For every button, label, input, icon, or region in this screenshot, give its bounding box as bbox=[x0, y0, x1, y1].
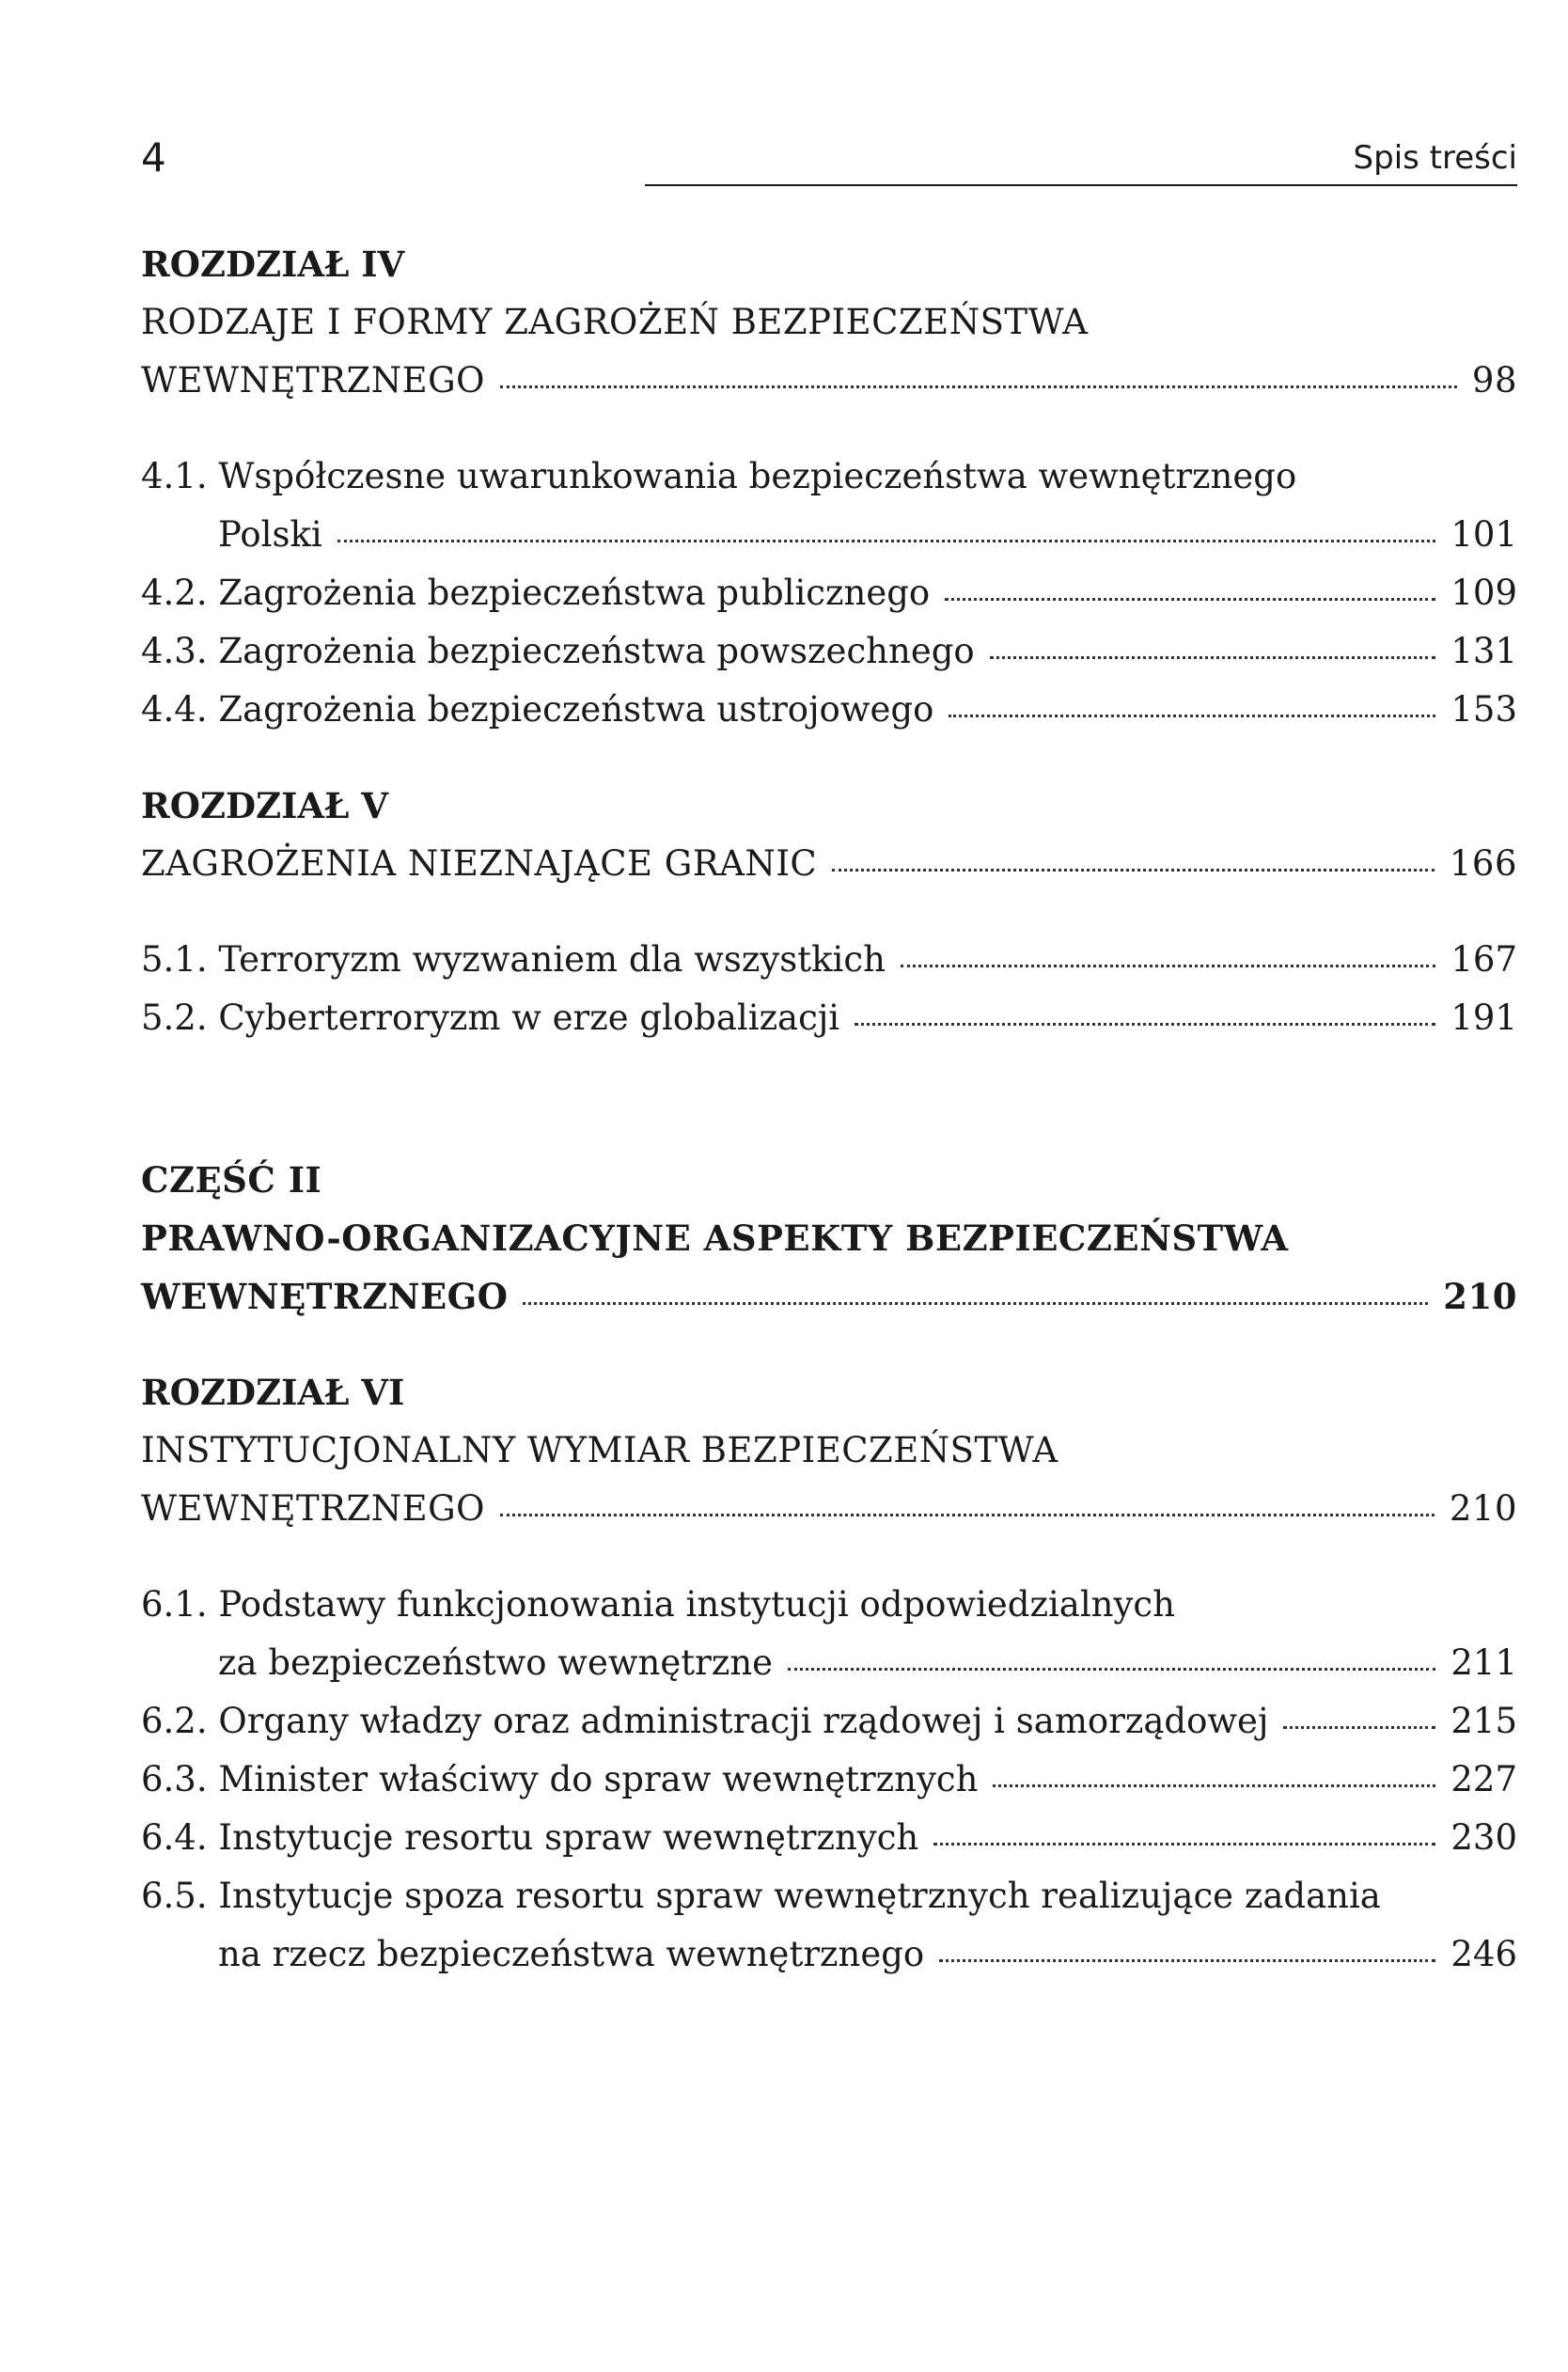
section-4-3-entry[interactable] bbox=[141, 622, 1517, 681]
section-label: 5.2. Cyberterroryzm w erze globalizacji bbox=[141, 997, 840, 1038]
dot-leader bbox=[500, 1514, 1435, 1516]
section-5-2-entry[interactable] bbox=[141, 989, 1517, 1047]
page-ref: 210 bbox=[1443, 1276, 1517, 1317]
section-label: 6.3. Minister właściwy do spraw wewnętrznych bbox=[141, 1759, 979, 1799]
chapter-4-title-entry[interactable] bbox=[141, 352, 1517, 410]
section-6-5-line2: na rzecz bezpieczeństwa wewnętrznego bbox=[218, 1934, 925, 1974]
page-ref: 191 bbox=[1450, 997, 1517, 1038]
section-5-1-entry[interactable] bbox=[141, 931, 1517, 989]
chapter-6-heading: ROZDZIAŁ VI bbox=[141, 1372, 405, 1413]
chapter-6-title-line2: WEWNĘTRZNEGO bbox=[141, 1488, 485, 1529]
chapter-6-title-entry[interactable] bbox=[141, 1480, 1517, 1538]
section-label: 4.4. Zagrożenia bezpieczeństwa ustrojowego bbox=[141, 689, 934, 730]
page-ref: 131 bbox=[1450, 631, 1517, 671]
part-2-title-line2: WEWNĘTRZNEGO bbox=[141, 1276, 509, 1317]
chapter-6-title-line1: INSTYTUCJONALNY WYMIAR BEZPIECZEŃSTWA bbox=[141, 1430, 1058, 1470]
section-6-1-entry[interactable] bbox=[141, 1634, 1517, 1692]
section-label: 6.2. Organy władzy oraz administracji rządowej i samorządowej bbox=[141, 1701, 1269, 1741]
page-ref: 167 bbox=[1450, 939, 1517, 980]
dot-leader bbox=[523, 1302, 1428, 1305]
section-6-4-entry[interactable] bbox=[141, 1809, 1517, 1867]
page-ref: 101 bbox=[1450, 514, 1517, 555]
part-2-heading: CZĘŚĆ II bbox=[141, 1159, 322, 1201]
chapter-4-heading: ROZDZIAŁ IV bbox=[141, 243, 405, 285]
page-ref: 153 bbox=[1450, 689, 1517, 730]
chapter-5-heading: ROZDZIAŁ V bbox=[141, 785, 388, 826]
table-of-contents bbox=[141, 235, 1517, 1984]
part-2-title-line1: PRAWNO-ORGANIZACYJNE ASPEKTY BEZPIECZEŃSTWA bbox=[141, 1217, 1289, 1259]
section-4-4-entry[interactable] bbox=[141, 681, 1517, 739]
section-label: 6.4. Instytucje resortu spraw wewnętrznych bbox=[141, 1817, 919, 1858]
dot-leader bbox=[993, 1784, 1435, 1787]
page-ref: 227 bbox=[1450, 1759, 1517, 1799]
page-number: 4 bbox=[141, 134, 166, 181]
section-6-5-line1[interactable]: 6.5. Instytucje spoza resortu spraw wewnętrznych realizujące zadania bbox=[141, 1876, 1381, 1916]
dot-leader bbox=[337, 540, 1436, 542]
chapter-5-title-entry[interactable] bbox=[141, 835, 1517, 893]
page-ref: 230 bbox=[1450, 1817, 1517, 1858]
dot-leader bbox=[855, 1023, 1435, 1026]
section-4-1-line2: Polski bbox=[218, 514, 322, 555]
section-6-2-entry[interactable] bbox=[141, 1692, 1517, 1751]
part-2-title-entry[interactable] bbox=[141, 1267, 1517, 1326]
page-ref: 166 bbox=[1449, 843, 1517, 884]
dot-leader bbox=[949, 715, 1435, 717]
running-title: Spis treści bbox=[1353, 139, 1517, 177]
page-ref: 215 bbox=[1450, 1701, 1517, 1741]
header-rule bbox=[645, 184, 1517, 186]
page-ref: 246 bbox=[1450, 1934, 1517, 1974]
page-ref: 211 bbox=[1450, 1642, 1517, 1683]
section-label: 5.1. Terroryzm wyzwaniem dla wszystkich bbox=[141, 939, 886, 980]
dot-leader bbox=[500, 385, 1457, 388]
section-6-3-entry[interactable] bbox=[141, 1751, 1517, 1809]
chapter-5-title: ZAGROŻENIA NIEZNAJĄCE GRANIC bbox=[141, 843, 818, 884]
section-6-1-line1[interactable]: 6.1. Podstawy funkcjonowania instytucji odpowiedzialnych bbox=[141, 1584, 1175, 1625]
section-label: 4.2. Zagrożenia bezpieczeństwa publicznego bbox=[141, 573, 931, 613]
chapter-4-title-line1: RODZAJE I FORMY ZAGROŻEŃ BEZPIECZEŃSTWA bbox=[141, 302, 1089, 342]
section-4-1-entry[interactable] bbox=[141, 506, 1517, 564]
section-4-2-entry[interactable] bbox=[141, 564, 1517, 622]
section-4-1-line1[interactable]: 4.1. Współczesne uwarunkowania bezpieczeństwa wewnętrznego bbox=[141, 456, 1297, 496]
dot-leader bbox=[945, 598, 1435, 601]
dot-leader bbox=[788, 1668, 1435, 1671]
chapter-4-title-line2: WEWNĘTRZNEGO bbox=[141, 360, 485, 401]
dot-leader bbox=[832, 869, 1435, 872]
page-header bbox=[141, 134, 1517, 190]
dot-leader bbox=[990, 656, 1436, 659]
dot-leader bbox=[1283, 1726, 1435, 1729]
section-label: 4.3. Zagrożenia bezpieczeństwa powszechnego bbox=[141, 631, 975, 671]
page-ref: 98 bbox=[1471, 360, 1517, 401]
dot-leader bbox=[933, 1843, 1435, 1846]
page-ref: 210 bbox=[1449, 1488, 1517, 1529]
dot-leader bbox=[901, 965, 1435, 967]
section-6-5-entry[interactable] bbox=[141, 1925, 1517, 1984]
dot-leader bbox=[939, 1959, 1435, 1962]
section-6-1-line2: za bezpieczeństwo wewnętrzne bbox=[218, 1642, 774, 1683]
page-ref: 109 bbox=[1450, 573, 1517, 613]
